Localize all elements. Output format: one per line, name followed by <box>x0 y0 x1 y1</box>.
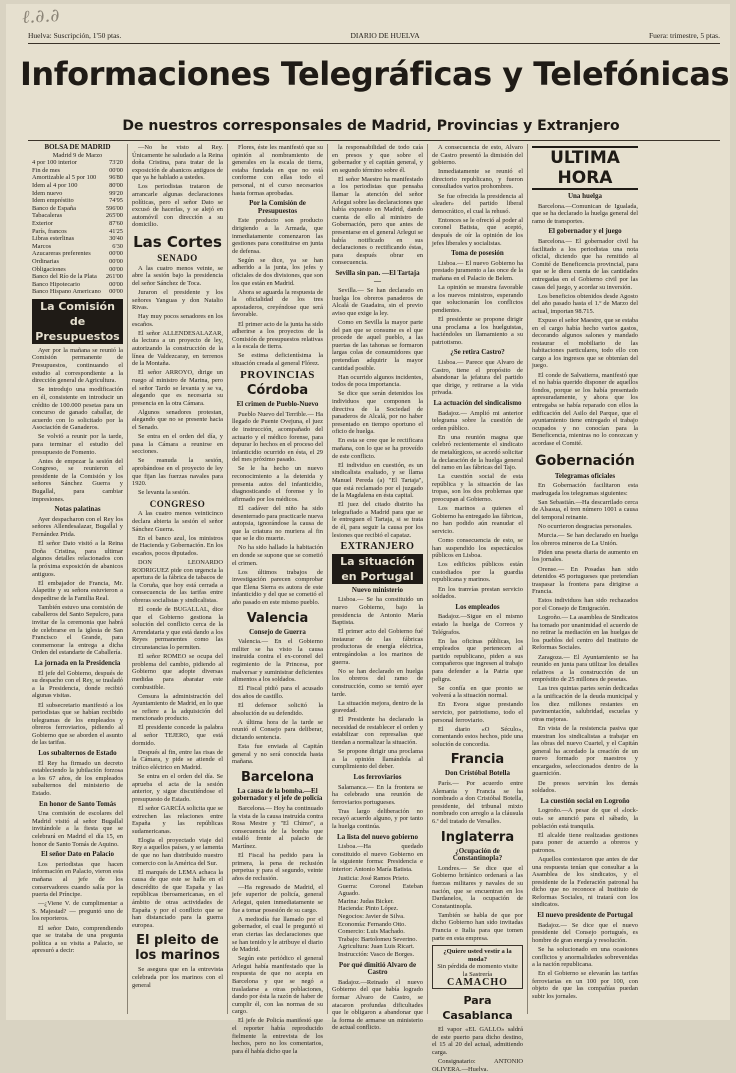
article-paragraph: El señor Dato, comprendiendo que se trataba de una pregunta política a su visita a Palacio, se apresuró a decir: <box>32 924 123 955</box>
masthead-strip <box>28 30 720 44</box>
article-paragraph: Los edificios públicos están custodiados por la guardia republicana y marinos. <box>432 561 523 584</box>
bolsa-item: Banco del Río de la Plata <box>32 273 97 281</box>
article-heading: Por qué dimitió Alvaro de Castro <box>338 960 417 977</box>
article-paragraph: Barcelona.— El gobernador civil ha facilitado a los periodistas una nota oficial, diciendo que ha remitido al Comité de Beneficencia provincial, para que se le diera cuenta de las cantidades entregadas en el Gobierno civil por las casas del juego, y acordar su inversión. <box>532 237 638 291</box>
article-heading: Los ferroviarios <box>353 772 402 781</box>
article-paragraph: El subsecretario manifestó a los periodistas que se habían recibido telegramas de los empleados y obreros ferroviarios, pidiendo al Gobierno que se aborden el asunto de las tarifas. <box>32 701 123 747</box>
bolsa-row <box>32 266 123 274</box>
article-paragraph: La opinión se muestra favorable a los nuevos ministros, esperando que solucionarán los conflictos pendientes. <box>432 284 523 314</box>
article-paragraph: Logroño.—A pesar de que el «lock-out» se anunció para el sábado, la población está tranquila. <box>532 807 638 830</box>
article-paragraph: San Sebastián.—Ha descarrilado cerca de Alsasua, el tren número 1001 a causa del temporal reinante. <box>532 498 638 521</box>
article-paragraph: El señor ARROYO, dirige un ruego al ministro de Marina, pero el señor Tardo se levanta y se va, alegando que es necesaria su presencia en la otra Cámara. <box>132 369 223 407</box>
article-paragraph: Según se dice, ya se han adherido a la junta, los jefes y oficiales de dos divisiones, que son los que están en Madrid. <box>232 256 323 287</box>
article-paragraph: la responsabilidad de todo caía en presos y que sobre el gobernador y el capitán general, y en segundo término sobre él. <box>332 144 423 174</box>
article-paragraph: El diario «O Século», comentando estos hechos, pide una solución de concordia. <box>432 725 523 748</box>
article-paragraph: Algunos senadores protestan, alegando que no se presente hacia el Senado. <box>132 408 223 431</box>
section-senado: SENADO <box>157 253 198 264</box>
bolsa-value: 74'95 <box>109 197 123 205</box>
article-paragraph: Se entra en el orden del día. Se aprueba el acta de la sesión anterior, y sigue discutiéndose el presupuesto de Estado. <box>132 773 223 803</box>
article-paragraph: El jefe de Policía manifestó que el reporter había reproducido fielmente la entrevista de los hechos, pero no los comentarios, para él había dicho que la <box>232 1017 323 1055</box>
minister-entry: Comercio: Luis Machado. <box>338 928 405 936</box>
article-paragraph: El presidente concede la palabra al señor TEJERO, que está dormido. <box>132 724 223 747</box>
article-paragraph: El presidente se propone dirigir una proclama a los huelguistas, haciéndoles un llamamiento a su patriotismo. <box>432 315 523 346</box>
article-paragraph: Se dice que serán detenidos los individuos que componen la directiva de la Sociedad de panaderos de Alcalá, por no haber presentado en tiempo oportuno el oficio de huelga. <box>332 390 423 436</box>
bolsa-row <box>32 228 123 236</box>
minister-entry: Justicia: José Ramos Prieto. <box>338 875 410 883</box>
article-paragraph: A las cuatro menos veinte, se abre la sesión bajo la presidencia del señor Sánchez de Toca. <box>132 264 223 287</box>
article-paragraph: El vapor «EL GALLO» saldrá de este puerto para dicho destino, el 15 al 20 del actual, admitiendo carga. <box>432 1026 523 1056</box>
article-paragraph: Aquellos contestaron que antes de dar una respuesta tenían que consultar a la Asamblea de los sindicatos, y el presidente de la Federación patronal ha dicho que no reconoce al Instituto de Reformas Sociales, ni tratará con los sindicatos. <box>532 855 638 909</box>
article-paragraph: Elogia el proyectado viaje del Rey a aquellos países, y se lamenta de que no han distribuido nuestro comercio con la América del Sur. <box>132 836 223 867</box>
article-paragraph: Se fue ofrecida la presidencia al «leader» del partido liberal democrático, el cual la rehusó. <box>432 192 523 215</box>
minister-entry: Agricultura: Juan Luis Ricart. <box>338 943 415 951</box>
article-paragraph: —Ha regresado de Madrid, el jefe superior de policía, general Arlegui, quien inmediatamente se fue a tomar posesión de su cargo. <box>232 883 323 914</box>
bolsa-value: 41'25 <box>109 227 123 235</box>
article-paragraph: A mediodía fue llamado por el gobernador, el cual le preguntó si eran ciertas las declaraciones que se han tenido y le atribuye el diario de Madrid. <box>232 915 323 954</box>
article-paragraph: Ayer despacharon con el Rey los señores Allendesalazar, Bugallal y Fernández Prida. <box>32 515 123 539</box>
article-heading: Don Cristóbal Botella <box>445 769 510 778</box>
bolsa-item: Banco Hispano Americano <box>32 288 101 296</box>
article-paragraph: Se levanta la sesión. <box>138 489 190 497</box>
column-6 <box>528 144 642 1014</box>
article-paragraph: Orense.— En Posadas han sido detenidos 45 portugueses que pretendían traspasar la frontera para dirigirse a Francia. <box>532 565 638 596</box>
article-heading: Por la Comisión de Presupuestos <box>249 199 306 215</box>
article-paragraph: De presos servirán los demás soldados. <box>532 779 638 795</box>
article-paragraph: Londres.— Se dice que el Gobierno británico ordenará a las fuerzas militares y navales de su nación, que se encuentran en los Dardanelos, la ocupación de Constantinopla. <box>432 864 523 910</box>
bolsa-row <box>32 220 123 228</box>
bolsa-value: 87'60 <box>109 219 123 227</box>
bolsa-value: 80'00 <box>109 181 123 189</box>
ad-line: Sin pérdida de momento visite la Sastrería <box>437 963 518 978</box>
article-paragraph: Se propone dirigir una proclama a la opinión llamándola al cumplimiento del deber. <box>332 748 423 771</box>
bolsa-value: 99'20 <box>109 189 123 197</box>
article-paragraph: No ha sido hallado la habitación en donde se supone que se cometió el crimen. <box>232 544 323 567</box>
city-cordoba: Córdoba <box>246 383 309 399</box>
newspaper-page <box>6 4 730 1073</box>
bolsa-value: 00'00 <box>109 166 123 174</box>
bolsa-row <box>32 258 123 266</box>
article-paragraph: El Fiscal pidió para el acusado dos años de castillo. <box>232 685 323 700</box>
article-paragraph: Tras largo deliberación no recayó acuerdo alguno, y por tanto la huelga continúa. <box>332 807 423 830</box>
article-paragraph: Hay muy pocos senadores en los escaños. <box>132 313 223 328</box>
article-paragraph: No se han declarado en huelga los obreros del ramo de construcción, como se temió ayer tarde. <box>332 667 423 698</box>
bolsa-item: Banco Hipotecario <box>32 280 81 288</box>
article-heading: La causa de la bomba.—El gobernador y el jefe de policía <box>232 786 323 803</box>
article-heading: La jornada en la Presidencia <box>34 659 121 668</box>
section-box-title: La Comisión de Presupuestos <box>32 299 123 344</box>
article-paragraph: Entonces se le ofreció al poder al coronel Batista, que aceptó, después de oír la opinión de los jefes liberales y socialistas. <box>432 216 523 247</box>
bolsa-item: Fin de mes <box>32 166 61 174</box>
section-title-gobernacion: Gobernación <box>535 452 635 469</box>
bolsa-value: 00'00 <box>109 265 123 273</box>
column-3 <box>228 144 328 1055</box>
sub-headline: De nuestros corresponsales de Madrid, Provincias y Extranjero <box>122 118 620 134</box>
article-paragraph: Lisboa.— Parece que Alvaro de Castro, tiene el propósito de abandonar la jefatura del partido que dirige, y retirarse a la vida privada. <box>432 358 523 397</box>
column-1 <box>28 144 128 1014</box>
bolsa-item: Ordinarias <box>32 257 59 265</box>
article-heading: Una huelga <box>567 192 603 200</box>
bolsa-row <box>32 212 123 220</box>
article-paragraph: Se volvió a reunir por la tarde, para terminar el estudio del presupuesto de Fomento. <box>32 433 123 456</box>
article-heading: El gobernador y el juego <box>548 227 622 236</box>
header-rule <box>28 140 720 141</box>
article-paragraph: Las tres quintas partes serán dedicadas a la unificación de la deuda municipal y los diez millones restantes en pavimentación, salubridad, escuelas y otras mejoras. <box>532 685 638 723</box>
bolsa-item: Idem al 4 por 100 <box>32 181 78 189</box>
article-paragraph: Como consecuencia de esto, se han suspendido los espectáculos públicos en Lisboa. <box>432 537 523 560</box>
article-paragraph: DON LEONARDO RODRIGUEZ pide con urgencia la apertura de la fábrica de tabacos de la Coruña, que hoy está cerrada a consecuencia de las tarifas entre obreras socialistas y sindicalistas. <box>132 559 223 604</box>
article-paragraph: Los últimos trabajos de investigación parecen comprobar que Elena Sierra es autora de este infanticidio y del que se cometió el año pasado en este mismo pueblo. <box>232 568 323 607</box>
bolsa-row <box>32 273 123 281</box>
article-paragraph: Zaragoza.— El Ayuntamiento se ha reunido en junta para utilizar los detalles relativos a la construcción de un empréstito de 25 millones de pesetas. <box>532 653 638 684</box>
bolsa-row <box>32 205 123 213</box>
minister-entry: Trabajo: Bartolomeu Severino. <box>338 935 418 943</box>
section-congreso: CONGRESO <box>149 498 206 509</box>
article-paragraph: Los marinos a quienes el Gobierno ha entregado las fábricas, no han podido aún reanudar el servicio. <box>432 505 523 535</box>
article-paragraph: Ahora se aguarda la respuesta de la oficialidad de los tres apostaderos, creyéndose que será favorable. <box>232 288 323 319</box>
article-paragraph: El señor ALLENDESALAZAR, da lectura a un proyecto de ley, autorizando la construcción de la línea de Valdezcaray, en terrenos de la Montaña. <box>132 329 223 368</box>
country-inglaterra: Inglaterra <box>440 829 515 845</box>
article-paragraph: Barcelona.— Hoy ha continuado la vista de la causa instruída contra Rosa Mestre y "El Chimo", a consecuencia de la bomba que estalló frente al palacio de Martínez. <box>232 804 323 850</box>
bolsa-item: Tabacaleras <box>32 212 63 220</box>
article-paragraph: Lisboa.— El nuevo Gobierno ha prestado juramento a las once de la mañana en el Palacio de Belem. <box>432 259 523 282</box>
article-paragraph: En el banco azul, los ministros de Hacienda y Gobernación. En los escaños, pocos diputados. <box>132 534 223 557</box>
bolsa-value: 73'20 <box>109 159 123 167</box>
columns <box>28 143 720 1073</box>
article-paragraph: En Evora sigue prestando servicio, por patriotismo, todo el personal ferroviario. <box>432 701 523 724</box>
article-heading: Consejo de Guerra <box>249 627 306 636</box>
article-paragraph: Esta fue enviada al Capitán general y no será conocida hasta mañana. <box>232 742 323 766</box>
article-heading: El señor Dato en Palacio <box>41 850 114 859</box>
bolsa-row <box>32 182 123 190</box>
bolsa-value: 00'00 <box>109 257 123 265</box>
article-paragraph: A las cuatro menos veinticinco declara abierta la sesión el señor Sánchez Guerra. <box>132 510 223 533</box>
article-paragraph: En los tranvías prestan servicio soldados. <box>432 585 523 601</box>
article-paragraph: El conde de Salvatierra, manifestó que el no había querido disponer de aquellos fondos, porque se los había presentado apresuradamente, y ahora que los entregaba se había reparado con ellos la edificación del Asilo del Parque, que el ayuntamiento tiene entregado el trabajo ocupados y no conocían para la Beneficencia, mientras no lo conozcan y acordase el Comité. <box>532 371 638 447</box>
bolsa-item: Banco de España <box>32 204 77 212</box>
bolsa-row <box>32 235 123 243</box>
minister-entry: Guerra: Coronel Esteban Aguado. <box>338 882 423 898</box>
minister-entry: Hacienda: Pinto López. <box>338 905 399 913</box>
article-paragraph: Han ocurrido algunos incidentes, todos de poca importancia. <box>332 373 423 389</box>
bolsa-item: Idem nuevo <box>32 189 63 197</box>
ad-question: ¿Quiere usted vestir a la moda? <box>443 948 512 963</box>
minister-entry: Economía: Fernando Otto. <box>338 920 406 928</box>
article-paragraph: Badajoz.— Se dice que el nuevo presidente del Consejo portugués, es hombre de gran energía y resolución. <box>532 921 638 944</box>
article-paragraph: La cuestión social de esta república y la situación de las tropas, son los dos problemas que preocupan al Gobierno. <box>432 473 523 504</box>
bolsa-row <box>32 159 123 167</box>
bolsa-item: París, francos <box>32 227 67 235</box>
handwritten-annotation: ℓ.∂.∂ <box>21 5 61 28</box>
article-heading: ¿Ocupación de Constantinopla? <box>452 846 503 863</box>
city-barcelona: Barcelona <box>240 769 315 785</box>
article-paragraph: Se entra en el orden del día, y pasa la Cámara a reunirse en secciones. <box>132 433 223 456</box>
section-provincias: PROVINCIAS <box>240 368 315 381</box>
bolsa-row <box>32 167 123 175</box>
article-paragraph: Se ha solucionado en una ocasiones conflictos y anormalidades sobrevenidas a la nación republicana. <box>532 945 638 969</box>
article-paragraph: París.— Por acuerdo entre Alemania y Francia se ha nombrado a don Cristóbal Botella, presidente, del tribunal mixto nombrado con arreglo a la cláusula 6.ª del tratado de Versalles. <box>432 780 523 825</box>
article-paragraph: En vista de la resistencia pasiva que muestran los sindicalistas a trabajar en las obras del nuevo Cuartel, y el Capitán general ha acordado la creación de un nuevo formado por maestros y encargados, seleccionados dentro de la guarnición. <box>532 724 638 778</box>
bolsa-value: 00'00 <box>109 250 123 258</box>
article-paragraph: Logroño.— La asamblea de Sindicatos ha tomado por unanimidad el acuerdo de no retirar la mediación en las huelgas de los pueblos del centro del Instituto de Reformas Sociales. <box>532 614 638 652</box>
shipping-title: Para Casablanca <box>442 994 513 1023</box>
article-paragraph: En una reunión magna que celebró recientemente el sindicato de metalúrgicos, se acordó solicitar la declaración de la huelga general del ramo en las fábricas del Tajo. <box>432 433 523 472</box>
article-heading: Los empleados <box>455 602 500 611</box>
article-paragraph: El señor ROMEO se ocupa del problema del cambio, pidiendo al Gobierno que adopte diversas medidas para abaratar este combustible. <box>132 653 223 691</box>
article-paragraph: Sevilla.— Se han declarado en huelga los obreros panaderos de Alcalá de Guadaira, sin el previo aviso que exige la ley. <box>332 287 423 317</box>
article-paragraph: Se introdujo una modificación en él, consistente en introducir un crédito de 100.000 pesetas para un concurso de ganado caballar, de acuerdo con lo solicitado por la Asociación de Ganaderos. <box>32 386 123 432</box>
article-paragraph: En Gobernación facilitaron esta madrugada los telegramas siguientes: <box>532 482 638 497</box>
bolsa-item: Libras esterlinas <box>32 235 75 243</box>
article-paragraph: Barcelona.—Comunican de Igualada, que se ha declarado la huelga general del ramo de transportes. <box>532 202 638 225</box>
article-paragraph: El señor GARCÍA solicita que se extrechen las relaciones entre España y las repúblicas sudamericanas. <box>132 804 223 835</box>
article-paragraph: El jefe del Gobierno, después de su despacho con el Rey, se trasladó a la Presidencia, donde recibió algunas visitas. <box>32 669 123 700</box>
article-heading: Telegramas oficiales <box>554 471 616 480</box>
article-paragraph: Badajoz.— Amplió mi anterior telegrama sobre la cuestión de orden público. <box>432 409 523 432</box>
bolsa-value: 6'30 <box>112 242 123 250</box>
newspaper-name: DIARIO DE HUELVA <box>350 31 420 40</box>
article-paragraph: Como en Sevilla la mayor parte del pan que se consume es el que procede de aquel pueblo, a las puertas de las tahonas se formaron largas colas de consumidores que pretendían adquirir la mayor cantidad posible. <box>332 319 423 372</box>
article-heading: Notas palatinas <box>54 505 101 514</box>
article-paragraph: El alcalde tiene realizadas gestiones para poner de acuerdo a obreros y patronos. <box>532 831 638 854</box>
article-paragraph: —No he visto al Rey. Únicamente he saludado a la Reina doña Cristina, para tratar de la exposición de abanicos antiguos de que ya he hablado a ustedes. <box>132 144 223 182</box>
bolsa-item: Obligaciones <box>32 265 66 273</box>
article-paragraph: Expuso el señor Maestre, que se estaba en el cargo había hecho varios gastos, decorando algunos salones y mandado restaurar el mobiliario de las habitaciones particulares, todo ello con cargo a los ingresos que se obtenían del juego. <box>532 316 638 370</box>
minister-entry: Instrucción: Vasco de Borges. <box>338 951 415 958</box>
article-paragraph: Se confía en que pronto se volverá a la situación normal. <box>432 684 523 700</box>
article-heading: ¿Se retira Castro? <box>450 348 505 357</box>
bolsa-value: 265'00 <box>105 212 123 220</box>
article-paragraph: Estos individuos han sido rechazados por el Consejo de Emigración. <box>532 597 638 612</box>
article-paragraph: Se le ha hecho un nuevo reconocimiento a la detenida y presenta autos del infanticidio, diagnosticando el forense y lo afirmado por los médicos. <box>232 465 323 503</box>
article-paragraph: A última hora de la tarde se reunió el Consejo para deliberar, dictando sentencia. <box>232 718 323 741</box>
country-francia: Francia <box>450 752 505 768</box>
bolsa-row <box>32 281 123 289</box>
main-headline: Informaciones Telegráficas y Telefónicas <box>20 55 729 93</box>
bolsa-item: 4 por 100 interior <box>32 159 77 167</box>
article-heading: Nuevo ministerio <box>351 585 404 594</box>
city-valencia: Valencia <box>246 610 309 626</box>
outside-price: Fuera: trimestre, 5 ptas. <box>648 31 720 40</box>
ad-name: CAMACHO <box>447 976 508 988</box>
column-2 <box>128 144 228 1014</box>
article-paragraph: El conde de BUGALLAL, dice que el Gobierno gestiona la solución del conflicto cerca de la Arrendataria y que está dando a los Reyes permanentes como las circunstancias lo permiten. <box>132 606 223 652</box>
article-heading: La cuestión social en Logroño <box>540 796 630 805</box>
article-paragraph: —¿Viene V. de cumplimentar a S. Majestad? — preguntó uno de los reporteros. <box>32 900 123 923</box>
article-heading: La actuación del sindicalismo <box>433 398 522 407</box>
section-box-portugal: La situación en Portugal <box>332 554 423 584</box>
article-paragraph: El juez del citado distrito ha telegrafiado a Madrid para que se le entreguen el Tartaja, si se trata de él, para seguir la causa por los lesiones que recibió el capataz. <box>332 501 423 539</box>
article-paragraph: El primer acto de la junta ha sido adherirse a los proyectos de la Comisión de presupuestos relativas a la escala de tierra. <box>232 320 323 351</box>
article-heading: Toma de posesión <box>451 249 504 258</box>
bolsa-item: Marcos <box>32 242 52 250</box>
article-paragraph: Badajoz.—Reinado el nuevo Gobierno del que había logrado formar Alvaro de Castro, se atacaron profundas dificultades que le obligaron a abandonar que la forma de armarse un ministerio de actual conflicto. <box>332 978 423 1032</box>
bolsa-value: 596'00 <box>105 204 123 212</box>
bolsa-value: 261'00 <box>105 273 123 281</box>
article-paragraph: Los periodistas trataron de arrancarle algunas declaraciones políticas, pero el señor Dato se excusó de hacerlas, y se alejó en automóvil con dirección a su domicilio. <box>132 183 223 229</box>
bolsa-row <box>32 197 123 205</box>
article-paragraph: Juraron el presidente y los señores Yanguas y don Natalio Rivas. <box>132 288 223 312</box>
article-paragraph: Después al fin, entre las risas de la Cámara, y pide se atiende el tráfico eléctrico en Madrid. <box>132 748 223 771</box>
article-paragraph: Se reanuda la sesión, aprobándose en el proyecto de ley que fijan las fuerzas navales para 1920. <box>132 457 223 488</box>
article-heading: El nuevo presidente de Portugal <box>537 911 633 920</box>
article-heading: El crimen de Pueblo-Nuevo <box>236 400 319 409</box>
bolsa-value: 96'80 <box>109 174 123 182</box>
bolsa-value: 00'00 <box>109 288 123 296</box>
minister-list <box>332 875 423 959</box>
article-paragraph: El cadáver del niño ha sido desenterrado para practicarle nueva autopsia, ignorándose la causa de que la criatura no muriera al fin que se le dio muerte. <box>232 504 323 543</box>
article-paragraph: Los periodistas que hacen información en Palacio, vieron esta mañana al jefe de los conservadores cuando salía por la puerta del Príncipe. <box>32 860 123 899</box>
article-paragraph: El Fiscal ha pedido para la primera, la pena de reclusión perpetua y para el segundo, veinte años de reclusión. <box>232 852 323 882</box>
article-paragraph: En esta se cree que le rectificara mañana, con lo que se ha proveído de este conflicto. <box>332 437 423 460</box>
tailor-advertisement <box>432 945 523 989</box>
bolsa-value: 30'40 <box>109 235 123 243</box>
article-paragraph: Según este periódico el general Arlegui había manifestado que la respuesta de que no acepta en Barcelona y que se negó a trasladarse a otras poblaciones, dando por ésta la razón de haber de cumplir él, con las normas de su cargo. <box>232 955 323 1016</box>
section-title-cortes: Las Cortes <box>133 233 222 252</box>
article-paragraph: El defensor solicitó la absolución de su defendido. <box>232 702 323 717</box>
article-paragraph: Valencia.— En el Gobierno militer se ha visto la causa instruida contra el ex-coronel del regimiento de la Princesa, por malversar y suministrar deficientes alimentos a los soldados. <box>232 638 323 684</box>
bolsa-item: Exterior <box>32 219 53 227</box>
article-paragraph: El individuo en cuestión, es un sindicalista exaltado, y se llama Manuel Pereda (a) "El Tartaja", que está reclamado por el juzgado de la Magdalena en ésta capital. <box>332 461 423 500</box>
bolsa-table <box>32 159 123 296</box>
article-paragraph: Antes de empezar la sesión del Congreso, se reunieron el presidente de la Comisión y los señores Sánchez Guerra y Bugallal, para cambiar impresiones. <box>32 457 123 503</box>
bolsa-row <box>32 288 123 296</box>
article-paragraph: Badajoz.—Sigue en el mismo estado la huelga de Correos y Telégrafos. <box>432 613 523 636</box>
article-paragraph: El señor Dato visitó a la Reina Doña Cristina, para ultimar algunos detalles relacionados con la próxima exposición de abanicos antiguos. <box>32 540 123 578</box>
ultima-hora-title: ULTIMA HORA <box>532 146 638 190</box>
bolsa-item: Azucareras preferentes <box>32 250 91 258</box>
article-paragraph: Los beneficios obtenidos desde Agosto del año pasado hasta el 1.º de Marzo del actual, importan 98.715. <box>532 292 638 315</box>
article-paragraph: Salamanca.— En la frontera se ha celebrado una reunión de ferroviarios portugueses. <box>332 783 423 806</box>
column-4 <box>328 144 428 1032</box>
article-paragraph: Consignatario: ANTONIO OLIVERA.—Huelva. <box>432 1058 523 1073</box>
bolsa-row <box>32 190 123 198</box>
article-paragraph: Inmediatamente se reunió el directorio republicano, y fueron consultados varios prohombres. <box>432 168 523 191</box>
article-paragraph: Pueblo Nuevo del Terrible.— Ha llegado de Puente Ovejuna, el juez de instrucción, acompañado del actuario y el médico forense, para depurar lo hechos en el proceso del infanticidio ocurrido en ésta, el 29 del mes próximo pasado. <box>232 410 323 464</box>
article-paragraph: En el Gobierno se elevarán las tarifas ferroviarias en un 100 por 100, con objeto de que las compañías puedan subir los jornales. <box>532 970 638 1000</box>
article-paragraph: Lisboa.—Ha quedado constituido el nuevo Gobierno en la siguiente forma: Presidencia e interior: Antonio María Batista. <box>332 843 423 873</box>
article-paragraph: Lisboa.— Se ha constituido un nuevo Gobierno, bajo la presidencia de Antonio María Baptista. <box>332 596 423 627</box>
article-paragraph: También estuvo una comisión de caballeros del Santo Sepulcro, para invitar de la ceremonia que habrá de celebrarse en la iglesia de San Francisco el Grande, para conmemorar la entrega a dicha Orden del estandarte de Caballería. <box>32 603 123 657</box>
bolsa-row <box>32 243 123 251</box>
bolsa-row <box>32 250 123 258</box>
article-paragraph: También se habla de que por dicho Gobierno han sido invitadas Francia e Italia para que tomen parte en esta empresa. <box>432 911 523 942</box>
bolsa-row <box>32 174 123 182</box>
article-paragraph: Se asegura que en la entrevista celebrada por los marinos con el general <box>132 966 223 989</box>
article-paragraph: Piden una peseta diaria de aumento en los jornales. <box>532 548 638 564</box>
bolsa-title: BOLSA DE MADRID <box>44 143 111 151</box>
article-paragraph: El primer acto del Gobierno fué instaurar de las fábricas productoras de energía eléctrica, entregándolas a los marinos de guerra. <box>332 628 423 666</box>
article-paragraph: A consecuencia de esto, Alvaro de Castro presentó la dimisión del gobierno. <box>432 144 523 167</box>
section-extranjero: EXTRANJERO <box>340 541 415 553</box>
article-paragraph: En las oficinas públicas, los empleados que pertenecen al partido republicano, piden a sus compañeros que ingresen al trabajo para defender a la Patria que peligra. <box>432 637 523 683</box>
article-heading: En honor de Santo Tomás <box>39 799 116 808</box>
minister-entry: Negocios: Javier de Silva. <box>338 913 405 921</box>
article-heading: Los subalternos de Estado <box>38 749 117 758</box>
article-paragraph: El señor Maestre ha manifestado a los periodistas que pensaba llamar la atención del señor Arlegui sobre las declaraciones que había expuesto en Madrid, dando cuenta de ello al ministro de Gobernación, pero que antes de presentarse en el general Arlegui se había notificado en sus declaraciones o rectificando éstas, para después obrar en consecuencia. <box>332 175 423 267</box>
bolsa-date: Madrid 9 de Marzo <box>52 151 103 159</box>
bolsa-value: 00'00 <box>109 280 123 288</box>
article-paragraph: El marqués de LEMA achaca la causa de que este se halle en el descrédito de que España y las repúblicas iberoamericanas, en el ámbito de otras actividades de España y por el conflicto que se han distanciado para la guerra europea. <box>132 868 223 929</box>
article-paragraph: Censura la administración del Ayuntamiento de Madrid, en lo que se refiere a la adquisición del mencionado producto. <box>132 692 223 723</box>
article-heading: La lista del nuevo gobierno <box>337 832 418 841</box>
minister-entry: Marina: Judas Bicker. <box>338 897 394 905</box>
article-paragraph: Flores, éste les manifestó que su opinión al nombramiento de generales en la escala de tierra, estaba fundada en que no está conforme con ellas todo el personal, ni el curso necesarios hasta formas aprobadas. <box>232 144 323 197</box>
article-paragraph: Ayer por la mañana se reunió la Comisión permanente de Presupuestos, continuando el estudio al correspondiente a la dirección general de Agricultura. <box>32 346 123 385</box>
article-paragraph: Se estima deficientísima la situación creada al general Flórez. <box>232 352 323 368</box>
article-paragraph: La situación mejora, dentro de la gravedad. <box>332 699 423 715</box>
bolsa-item: Idem empréstito <box>32 197 74 205</box>
article-paragraph: Una comisión de escolares del Madrid visitó al señor Bugallal invitándole a la fiesta que se celebrará en Madrid el día 15, en honor de Santo Tomás de Aquino. <box>32 810 123 848</box>
article-paragraph: El Rey ha firmado un decreto estableciendo la jubilación forzosa a los 67 años, de los empleados subalternos del ministerio de Estado. <box>32 759 123 798</box>
article-paragraph: El embajador de Francia, Mr. Alapetite y su señora estuvieron a despedirse de la Familia Real. <box>32 579 123 602</box>
article-paragraph: Murcia.— Se han declarado en huelga los obreros mineros de La Unión. <box>532 532 638 547</box>
article-paragraph: Este producto son producto dirigiendo a la Armada, que inmediatamente comenzaron las gestiones para constituirse en junta de defensa. <box>232 217 323 255</box>
column-5 <box>428 144 528 1073</box>
bolsa-item: Amortizable al 5 por 100 <box>32 174 97 182</box>
article-paragraph: El Presidente ha declarado la necesidad de restablecer el orden y estabilizar con represalias que tiendan a normalizar la situación. <box>332 716 423 747</box>
section-title-pleito: El pleito de los marinos <box>135 933 220 964</box>
article-paragraph: No ocurrieron desgracias personales. <box>538 523 633 531</box>
article-heading: Sevilla sin pan. —El Tartaja— <box>335 269 420 285</box>
subscription-price: Huelva: Suscripción, 1'50 ptas. <box>28 31 122 40</box>
